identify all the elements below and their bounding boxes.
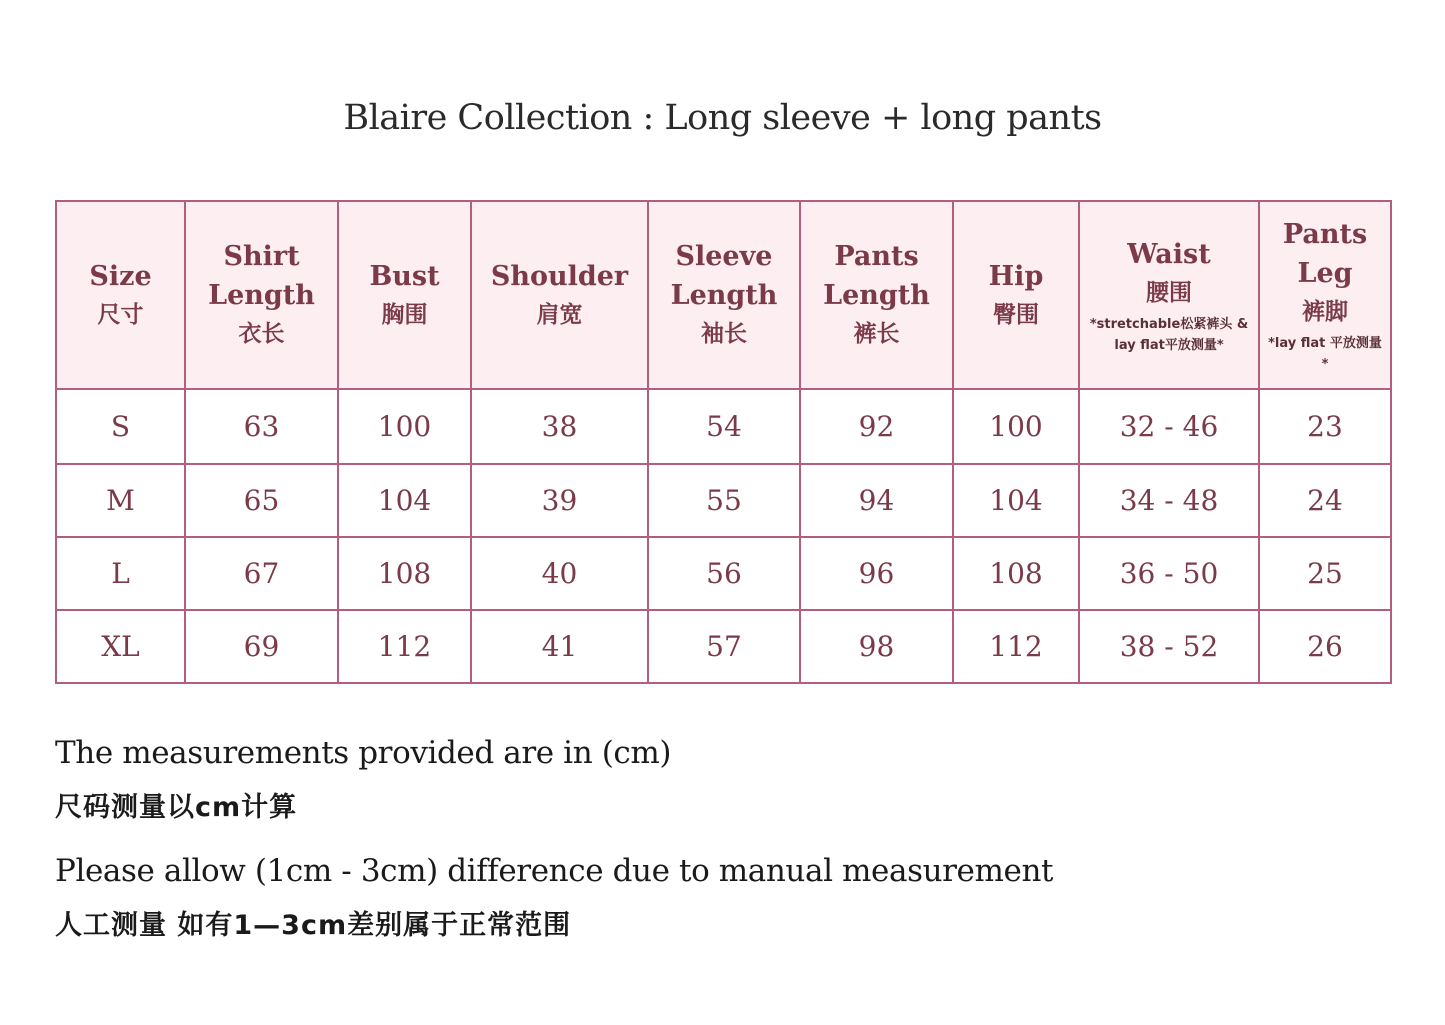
table-cell: 57 bbox=[648, 610, 800, 683]
header-pants-leg: Pants Leg 裤脚 *lay flat 平放测量* bbox=[1259, 201, 1391, 389]
header-hip: Hip 臀围 bbox=[953, 201, 1079, 389]
table-cell: 98 bbox=[800, 610, 953, 683]
table-cell: 23 bbox=[1259, 389, 1391, 464]
table-cell: 108 bbox=[953, 537, 1079, 610]
table-cell: 65 bbox=[185, 464, 338, 537]
table-row bbox=[56, 537, 1391, 610]
table-cell: S bbox=[56, 389, 185, 464]
header-shirt-length: Shirt Length 衣长 bbox=[185, 201, 338, 389]
table-cell: 104 bbox=[953, 464, 1079, 537]
header-bust: Bust 胸围 bbox=[338, 201, 471, 389]
table-cell: 100 bbox=[953, 389, 1079, 464]
table-cell: 36 - 50 bbox=[1079, 537, 1259, 610]
page-title: Blaire Collection : Long sleeve + long pants bbox=[343, 98, 1102, 138]
units-note-en: The measurements provided are in (cm) bbox=[55, 735, 672, 771]
table-cell: 96 bbox=[800, 537, 953, 610]
table-cell: 108 bbox=[338, 537, 471, 610]
table-cell: 104 bbox=[338, 464, 471, 537]
table-cell: 56 bbox=[648, 537, 800, 610]
table-cell: 24 bbox=[1259, 464, 1391, 537]
table-cell: L bbox=[56, 537, 185, 610]
table-cell: 40 bbox=[471, 537, 648, 610]
table-cell: 34 - 48 bbox=[1079, 464, 1259, 537]
table-cell: 38 bbox=[471, 389, 648, 464]
table-cell: 92 bbox=[800, 389, 953, 464]
table-row bbox=[56, 610, 1391, 683]
table-cell: 25 bbox=[1259, 537, 1391, 610]
table-cell: 38 - 52 bbox=[1079, 610, 1259, 683]
table-cell: 69 bbox=[185, 610, 338, 683]
table-cell: 39 bbox=[471, 464, 648, 537]
table-cell: 100 bbox=[338, 389, 471, 464]
waist-note: *stretchable松紧裤头 & lay flat平放测量* bbox=[1089, 316, 1249, 353]
header-sleeve-length: Sleeve Length 袖长 bbox=[648, 201, 800, 389]
table-cell: 67 bbox=[185, 537, 338, 610]
table-cell: 112 bbox=[953, 610, 1079, 683]
table-cell: 26 bbox=[1259, 610, 1391, 683]
header-shoulder: Shoulder 肩宽 bbox=[471, 201, 648, 389]
units-note-zh: 尺码测量以cm计算 bbox=[55, 792, 298, 823]
table-row bbox=[56, 389, 1391, 464]
table-cell: XL bbox=[56, 610, 185, 683]
tolerance-note-en: Please allow (1cm - 3cm) difference due to manual measurement bbox=[55, 853, 1054, 889]
table-cell: M bbox=[56, 464, 185, 537]
header-size: Size 尺寸 bbox=[56, 201, 185, 389]
table-header-row bbox=[56, 201, 1391, 389]
table-cell: 41 bbox=[471, 610, 648, 683]
table-cell: 112 bbox=[338, 610, 471, 683]
table-cell: 94 bbox=[800, 464, 953, 537]
table-cell: 54 bbox=[648, 389, 800, 464]
size-chart-table bbox=[55, 200, 1392, 684]
pants-leg-note: *lay flat 平放测量* bbox=[1268, 336, 1382, 372]
table-row bbox=[56, 464, 1391, 537]
table-cell: 32 - 46 bbox=[1079, 389, 1259, 464]
table-cell: 55 bbox=[648, 464, 800, 537]
tolerance-note-zh: 人工测量 如有1—3cm差别属于正常范围 bbox=[55, 910, 572, 941]
header-pants-length: Pants Length 裤长 bbox=[800, 201, 953, 389]
header-waist: Waist 腰围 *stretchable松紧裤头 & lay flat平放测量* bbox=[1079, 201, 1259, 389]
table-cell: 63 bbox=[185, 389, 338, 464]
